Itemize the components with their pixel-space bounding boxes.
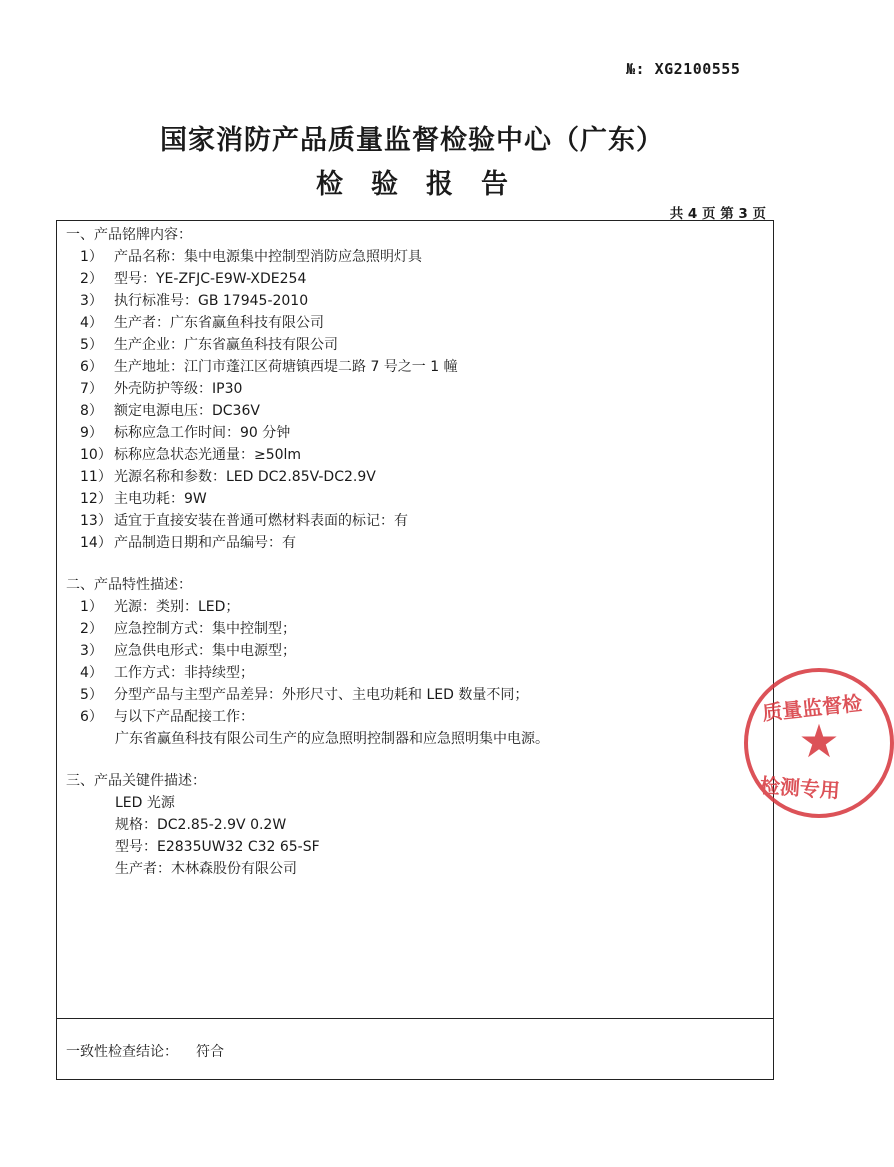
item-text: 产品制造日期和产品编号：有 [114, 535, 296, 551]
item-text: 光源：类别：LED； [114, 599, 240, 615]
item-number: 2） [80, 271, 103, 287]
item-text: 应急供电形式：集中电源型； [114, 643, 296, 659]
item-number: 5） [80, 337, 103, 353]
section1-item [80, 422, 290, 444]
section1-item [80, 312, 324, 334]
section3-heading: 三、产品关键件描述： [66, 773, 206, 789]
organization-title: 国家消防产品质量监督检验中心（广东） [160, 125, 664, 156]
component-line: 生产者：木林森股份有限公司 [115, 861, 297, 877]
conclusion [66, 1041, 224, 1063]
section1-item [80, 378, 242, 400]
item-text: 标称应急状态光通量：≥50lm [114, 447, 302, 463]
section1-item [80, 400, 260, 422]
section1-item [80, 510, 408, 532]
conclusion-value: 符合 [196, 1044, 224, 1060]
item-number: 13） [80, 513, 112, 529]
section2-continuation: 广东省赢鱼科技有限公司生产的应急照明控制器和应急照明集中电源。 [115, 731, 549, 747]
item-number: 1） [80, 599, 103, 615]
item-text: 执行标准号：GB 17945-2010 [114, 293, 309, 309]
item-text: 外壳防护等级：IP30 [114, 381, 243, 397]
item-number: 12） [80, 491, 112, 507]
section1-item [80, 356, 458, 378]
item-number: 11） [80, 469, 112, 485]
item-text: 产品名称：集中电源集中控制型消防应急照明灯具 [114, 249, 422, 265]
section1-item [80, 488, 207, 510]
item-text: 工作方式：非持续型； [114, 665, 254, 681]
item-text: 分型产品与主型产品差异：外形尺寸、主电功耗和 LED 数量不同； [114, 687, 529, 703]
section2-item [80, 618, 296, 640]
item-text: 光源名称和参数：LED DC2.85V-DC2.9V [114, 469, 376, 485]
item-number: 8） [80, 403, 103, 419]
section1-item [80, 246, 422, 268]
item-text: 生产企业：广东省赢鱼科技有限公司 [114, 337, 338, 353]
page-info: 共 4 页 第 3 页 [669, 206, 766, 222]
component-line: 型号：E2835UW32 C32 65-SF [115, 839, 320, 855]
seal-text-top: 质量监督检 [761, 690, 864, 726]
item-text: 与以下产品配接工作： [114, 709, 254, 725]
item-text: 应急控制方式：集中控制型； [114, 621, 296, 637]
seal-text-bottom: 检测专用 [759, 773, 841, 803]
item-number: 3） [80, 643, 103, 659]
section1-item [80, 466, 376, 488]
item-number: 7） [80, 381, 103, 397]
section2-item [80, 662, 254, 684]
section2-item [80, 706, 254, 728]
item-text: 适宜于直接安装在普通可燃材料表面的标记：有 [114, 513, 408, 529]
section2-item [80, 640, 296, 662]
component-line: LED 光源 [115, 795, 175, 811]
item-number: 9） [80, 425, 103, 441]
section1-item [80, 444, 301, 466]
section1-item [80, 334, 338, 356]
item-number: 5） [80, 687, 103, 703]
component-line: 规格：DC2.85-2.9V 0.2W [115, 817, 287, 833]
item-text: 生产地址：江门市蓬江区荷塘镇西堤二路 7 号之一 1 幢 [114, 359, 458, 375]
section1-heading: 一、产品铭牌内容： [66, 227, 192, 243]
official-seal [744, 668, 894, 818]
item-number: 3） [80, 293, 103, 309]
item-text: 生产者：广东省赢鱼科技有限公司 [114, 315, 324, 331]
item-number: 14） [80, 535, 112, 551]
item-number: 6） [80, 359, 103, 375]
section2-item [80, 596, 239, 618]
section2-heading: 二、产品特性描述： [66, 577, 192, 593]
item-number: 1） [80, 249, 103, 265]
item-text: 标称应急工作时间：90 分钟 [114, 425, 291, 441]
item-text: 额定电源电压：DC36V [114, 403, 260, 419]
item-number: 6） [80, 709, 103, 725]
star-icon: ★ [798, 714, 840, 768]
section1-item [80, 268, 306, 290]
item-text: 主电功耗：9W [114, 491, 207, 507]
item-number: 10） [80, 447, 112, 463]
item-text: 型号：YE-ZFJC-E9W-XDE254 [114, 271, 307, 287]
item-number: 2） [80, 621, 103, 637]
item-number: 4） [80, 665, 103, 681]
report-number: №: XG2100555 [626, 60, 741, 78]
section2-item [80, 684, 528, 706]
section1-item [80, 532, 296, 554]
section1-item [80, 290, 308, 312]
conclusion-label: 一致性检查结论： [66, 1044, 178, 1060]
conclusion-divider [57, 1018, 773, 1019]
item-number: 4） [80, 315, 103, 331]
document-title: 检验报告 [316, 169, 536, 200]
